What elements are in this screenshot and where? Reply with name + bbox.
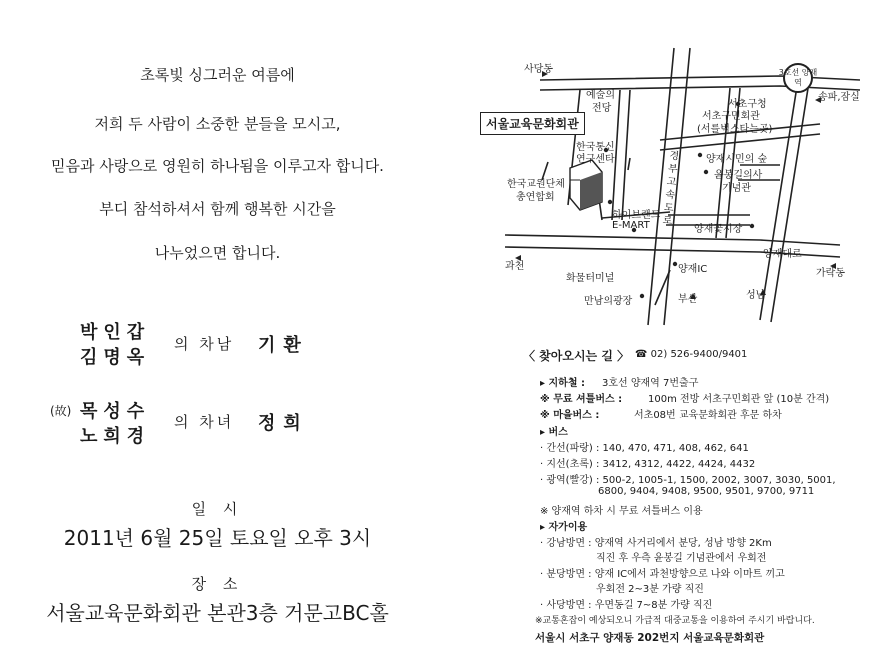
greeting-line-2: 저희 두 사람이 소중한 분들을 모시고, — [94, 115, 341, 133]
map-label-seongnam: 성남 — [746, 290, 766, 301]
map-label-civic1: 서초구민회관 — [702, 111, 760, 122]
map-label-gwacheon: 과천 — [505, 261, 525, 272]
groom-name: 기환 — [258, 335, 309, 356]
late-mark: (故) — [50, 404, 72, 418]
subway-label: ▸ 지하철 : — [540, 378, 585, 389]
map-label-civic2: (서를벅스타는곳) — [697, 124, 773, 135]
gangnam-dir-2: 직진 후 우측 윤봉길 기념관에서 우회전 — [596, 553, 767, 564]
bus-wide-1: · 광역(빨강) : 500-2, 1005-1, 1500, 2002, 3007, 3030, 5001, — [540, 475, 836, 486]
bus-trunk: · 간선(파랑) : 140, 470, 471, 408, 462, 641 — [540, 443, 749, 454]
map-label-sadang: 사당동 — [524, 64, 553, 75]
event-date: 2011년 6월 25일 토요일 오후 3시 — [63, 526, 372, 550]
greeting-line-4: 부디 참석하셔서 함께 행복한 시간을 — [99, 200, 336, 218]
map-label-garak: 가락동 — [816, 268, 845, 279]
map-label-yangjae-ic: 양재IC — [678, 264, 708, 275]
bride-mother-name: 노희경 — [80, 426, 151, 447]
bus-wide-2: 6800, 9404, 9408, 9500, 9501, 9700, 9711 — [598, 486, 815, 497]
map-label-teachers2: 총연합회 — [516, 192, 555, 203]
car-label: ▸ 자가이용 — [540, 522, 588, 533]
greeting-line-1: 초록빛 싱그러운 여름에 — [140, 66, 295, 84]
venue-building-icon — [570, 160, 602, 210]
shuttle-label: ※ 무료 셔틀버스 : — [540, 394, 623, 405]
map-label-songpa: 송파,잠실 — [818, 92, 860, 103]
map-label-yangjae-daero: 양재대로 — [763, 249, 802, 260]
groom-father-name: 박인갑 — [80, 322, 151, 343]
location-map — [480, 40, 860, 340]
map-label-teachers1: 한국교원단체 — [507, 179, 565, 190]
bundang-dir-1: · 분당방면 : 양재 IC에서 과천방향으로 나와 이마트 끼고 — [540, 569, 785, 580]
map-label-arts1: 예술의 — [586, 90, 615, 101]
map-label-highland2: E-MART — [612, 220, 650, 231]
map-label-citizen-forest: 양재시민의 숲 — [706, 154, 768, 165]
map-label-highland1: 하이브랜드 — [612, 210, 661, 221]
venue-label: 장 소 — [191, 575, 244, 593]
bus-branch: · 지선(초록) : 3412, 4312, 4422, 4424, 4432 — [540, 459, 756, 470]
greeting-line-5: 나누었으면 합니다. — [154, 244, 281, 262]
date-label: 일 시 — [191, 500, 244, 518]
map-label-yunbong2: 기념관 — [722, 183, 751, 194]
sadang-dir: · 사당방면 : 우면동길 7~8분 가량 직진 — [540, 600, 713, 611]
map-venue-box: 서울교육문화회관 — [480, 112, 585, 135]
map-label-telecom1: 한국통신 — [576, 142, 615, 153]
map-label-seocho-office: 서초구청 — [728, 99, 767, 110]
gangnam-dir-1: · 강남방면 : 양재역 사거리에서 분당, 성남 방향 2Km — [540, 538, 772, 549]
shuttle-info: 100m 전방 서초구민회관 앞 (10분 간격) — [648, 394, 830, 405]
venue-address: 서울시 서초구 양재동 202번지 서울교육문화회관 — [535, 632, 765, 644]
map-label-arts2: 전당 — [592, 103, 612, 114]
map-label-expressway: 경부고속도로 — [662, 150, 680, 228]
bride-father-name: 목성수 — [80, 401, 151, 422]
bus-label: ▸ 버스 — [540, 427, 568, 438]
groom-relation: 의 차남 — [174, 335, 235, 353]
bus-note: ※ 양재역 하차 시 무료 셔틀버스 이용 — [540, 506, 703, 517]
map-station-label: 3호선 양재역 — [778, 68, 818, 87]
event-venue: 서울교육문화회관 본관3층 거문고BC홀 — [46, 601, 389, 625]
directions-title: 〈 찾아오시는 길 〉 — [523, 349, 630, 363]
map-label-cargo: 화물터미널 — [566, 273, 615, 284]
map-label-telecom2: 연구센타 — [576, 154, 615, 165]
map-label-busan: 부산 — [678, 294, 698, 305]
directions-phone: ☎ 02) 526-9400/9401 — [635, 349, 748, 360]
village-bus-info: 서초08번 교육문화회관 후문 하차 — [634, 410, 782, 421]
map-label-mannam: 만남의광장 — [584, 296, 633, 307]
village-bus-label: ※ 마을버스 : — [540, 410, 600, 421]
bundang-dir-2: 우회전 2~3분 가량 직진 — [596, 584, 704, 595]
bride-name: 정희 — [258, 413, 309, 434]
greeting-line-3: 믿음과 사랑으로 영원히 하나됨을 이루고자 합니다. — [51, 157, 384, 175]
groom-mother-name: 김명옥 — [80, 347, 151, 368]
bride-relation: 의 차녀 — [174, 413, 235, 431]
traffic-note: ※교통혼잡이 예상되오니 가급적 대중교통을 이용하여 주시기 바랍니다. — [535, 616, 815, 626]
subway-info: 3호선 양재역 7번출구 — [602, 378, 699, 389]
map-label-yunbong1: 윤봉길의사 — [714, 170, 763, 181]
map-label-flower-market: 양재꽃시장 — [694, 224, 743, 235]
